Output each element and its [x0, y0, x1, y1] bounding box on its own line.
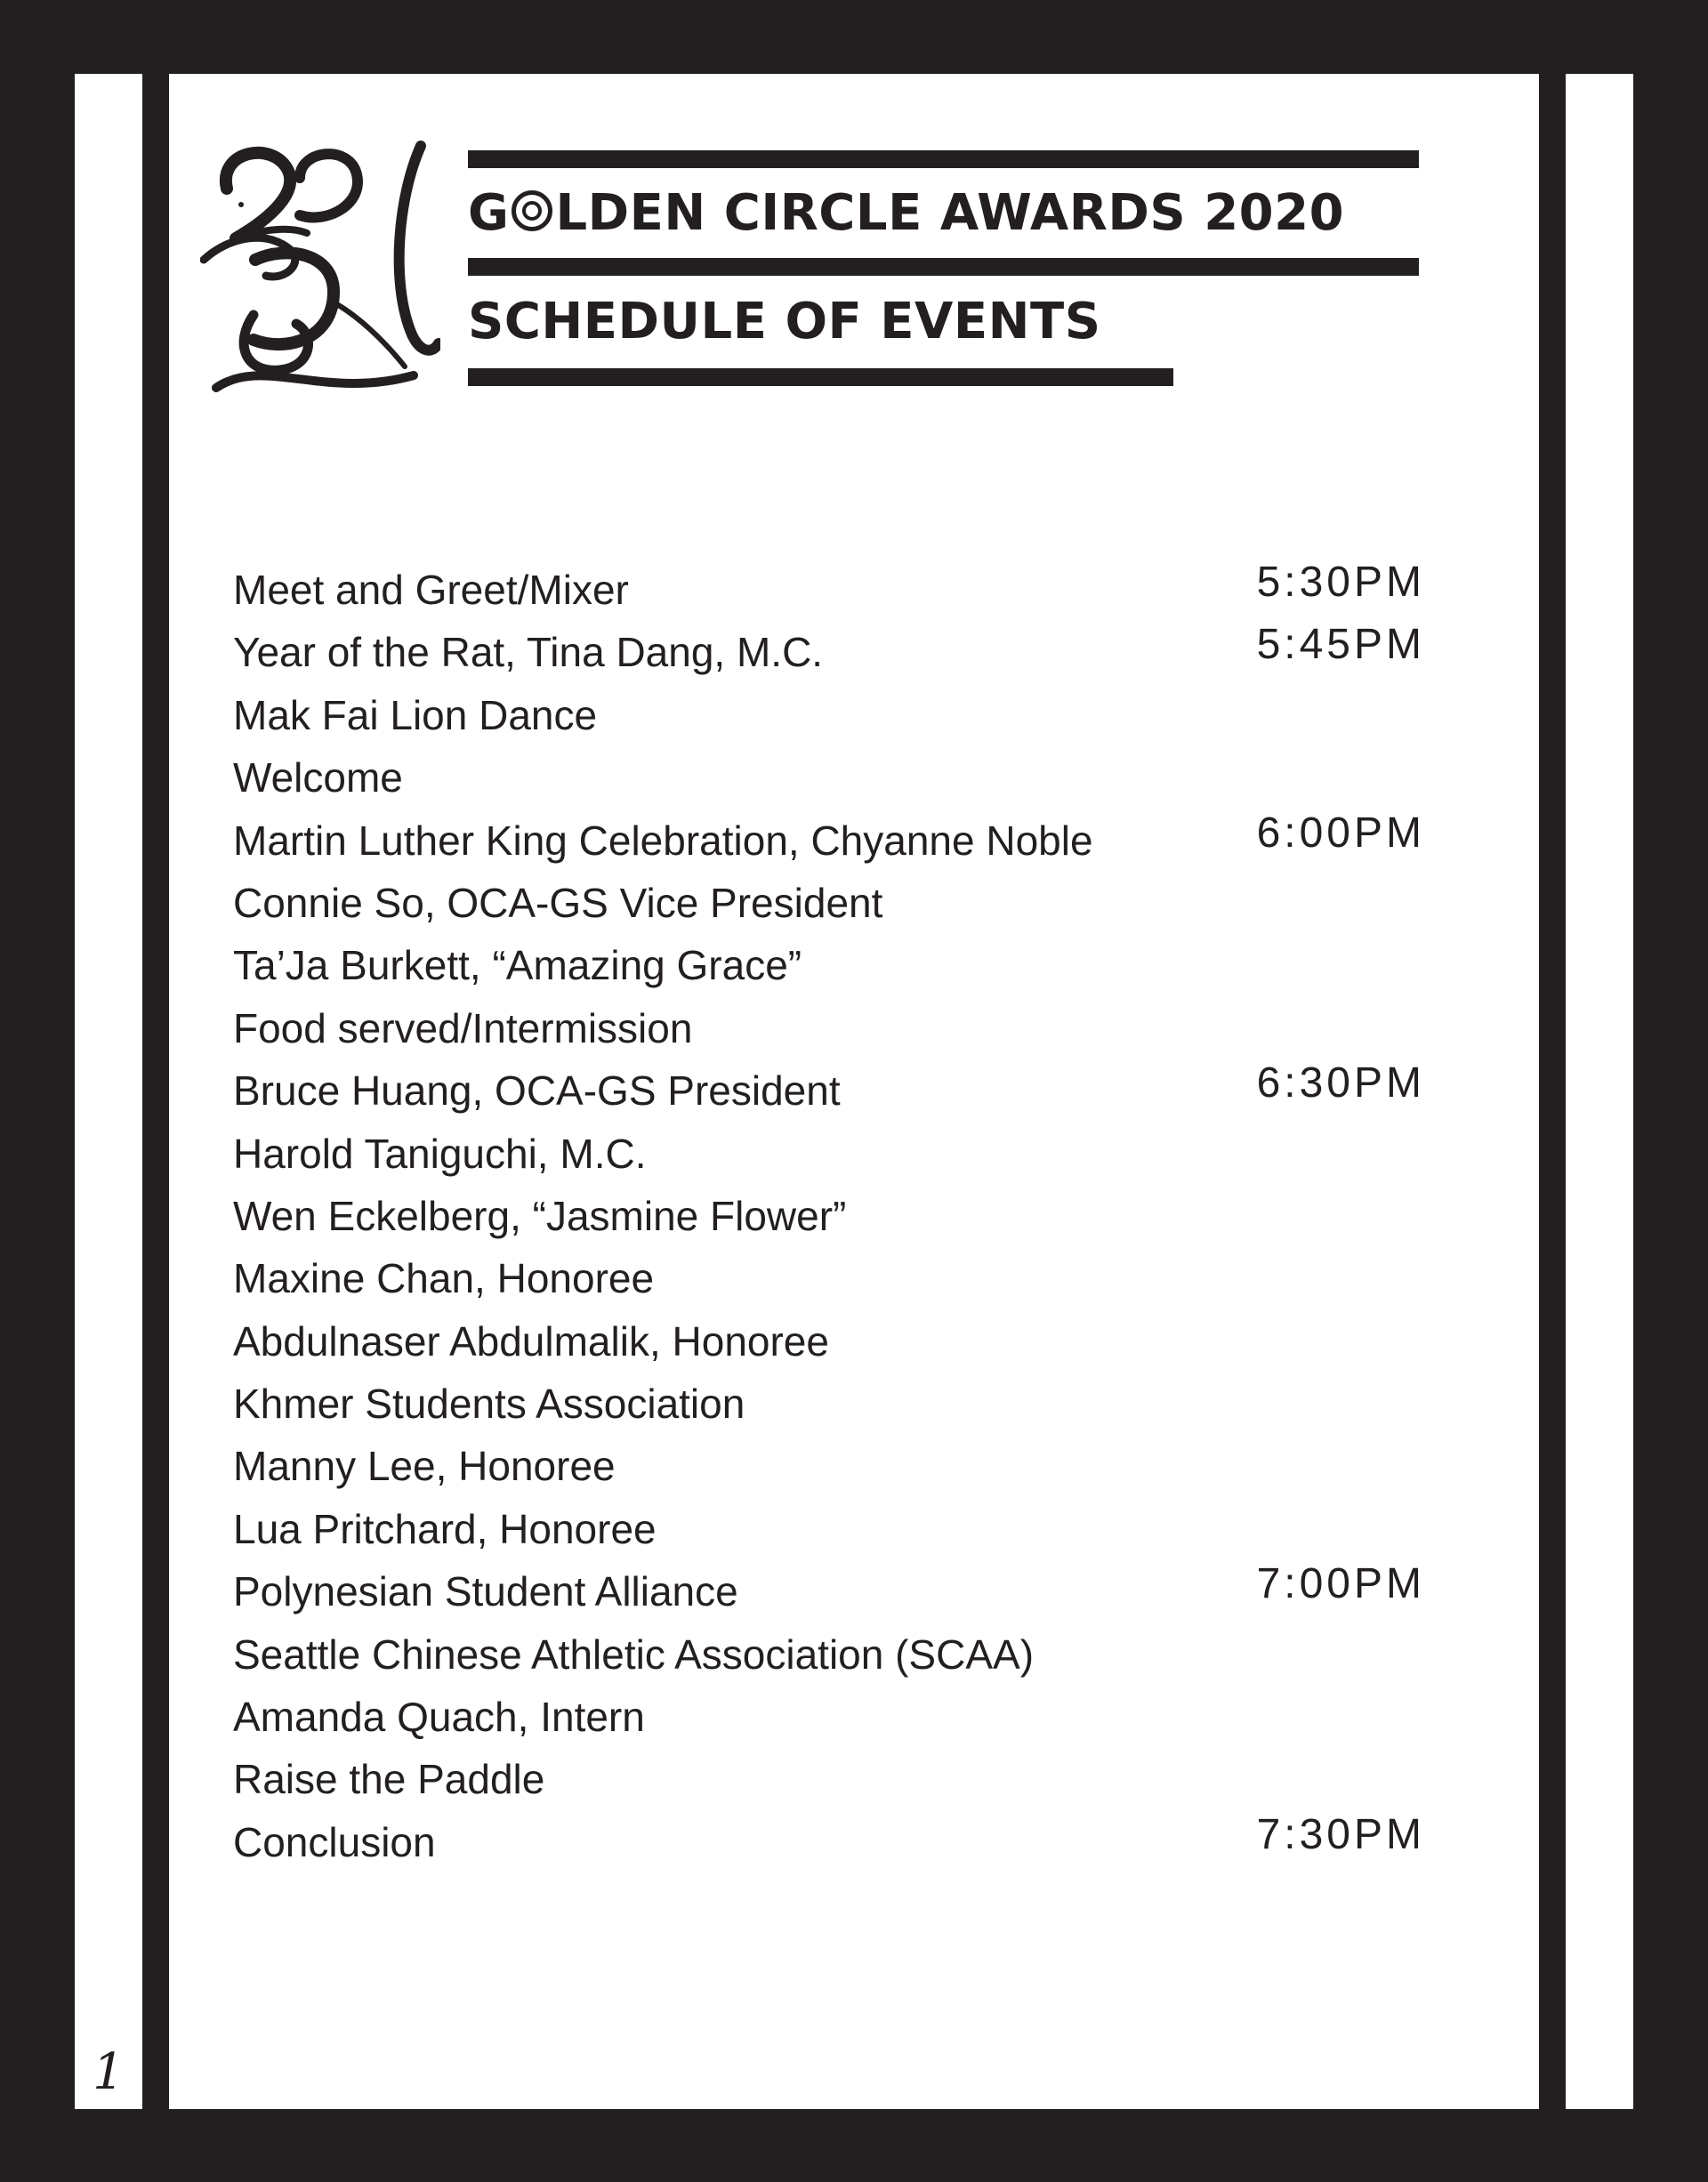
schedule-row	[233, 809, 1425, 872]
schedule-row	[233, 746, 1425, 809]
event-name: Maxine Chan, Honoree	[233, 1255, 655, 1302]
event-name: Connie So, OCA-GS Vice President	[233, 879, 883, 926]
schedule-row	[233, 1748, 1425, 1810]
schedule-row	[233, 1247, 1425, 1309]
event-name: Harold Taniguchi, M.C.	[233, 1130, 647, 1177]
event-time: 5:30PM	[1256, 559, 1425, 606]
right-white-strip	[1566, 74, 1633, 2109]
schedule-list	[233, 559, 1425, 1873]
event-title	[468, 185, 1344, 242]
event-name: Wen Eckelberg, “Jasmine Flower”	[233, 1192, 847, 1239]
left-white-strip	[75, 74, 142, 2109]
schedule-row	[233, 1686, 1425, 1748]
page-number: 1	[93, 2043, 125, 2101]
event-time: 6:30PM	[1256, 1059, 1425, 1107]
event-name: Amanda Quach, Intern	[233, 1694, 645, 1741]
schedule-row	[233, 1059, 1425, 1122]
event-name: Year of the Rat, Tina Dang, M.C.	[233, 629, 824, 676]
schedule-row	[233, 1560, 1425, 1622]
event-time: 7:30PM	[1256, 1810, 1425, 1858]
event-name: Conclusion	[233, 1818, 436, 1865]
event-name: Meet and Greet/Mixer	[233, 567, 629, 613]
schedule-row	[233, 621, 1425, 683]
schedule-row	[233, 1185, 1425, 1247]
event-name: Lua Pritchard, Honoree	[233, 1505, 657, 1552]
schedule-row	[233, 1123, 1425, 1185]
event-name: Welcome	[233, 754, 403, 801]
event-name: Khmer Students Association	[233, 1381, 745, 1428]
event-time: 5:45PM	[1256, 621, 1425, 669]
schedule-row	[233, 934, 1425, 996]
concentric-circle-icon	[512, 190, 552, 231]
schedule-row	[233, 1373, 1425, 1435]
event-name: Food served/Intermission	[233, 1004, 693, 1051]
page-subtitle: SCHEDULE OF EVENTS	[468, 293, 1101, 350]
header-rule-top	[468, 150, 1419, 168]
event-time: 7:00PM	[1256, 1560, 1425, 1608]
event-name: Raise the Paddle	[233, 1756, 545, 1803]
event-name: Martin Luther King Celebration, Chyanne Noble	[233, 817, 1093, 864]
event-title-prefix: G	[468, 184, 510, 242]
event-name: Mak Fai Lion Dance	[233, 691, 598, 738]
event-name: Ta’Ja Burkett, “Amazing Grace”	[233, 942, 802, 989]
event-name: Abdulnaser Abdulmalik, Honoree	[233, 1317, 829, 1365]
event-name: Bruce Huang, OCA-GS President	[233, 1067, 841, 1115]
schedule-row	[233, 1498, 1425, 1560]
event-name: Manny Lee, Honoree	[233, 1443, 616, 1490]
schedule-row	[233, 684, 1425, 746]
calligraphic-2020-rat-logo-icon	[200, 133, 440, 414]
schedule-row	[233, 1623, 1425, 1686]
event-time: 6:00PM	[1256, 809, 1425, 857]
event-name: Seattle Chinese Athletic Association (SCAA)	[233, 1630, 1035, 1678]
event-title-suffix: LDEN CIRCLE AWARDS 2020	[555, 184, 1345, 242]
header-rule-middle	[468, 258, 1419, 276]
schedule-row	[233, 559, 1425, 621]
schedule-row	[233, 1310, 1425, 1373]
header-rule-bottom	[468, 368, 1173, 386]
schedule-row	[233, 872, 1425, 934]
schedule-row	[233, 1435, 1425, 1497]
schedule-row	[233, 1811, 1425, 1873]
event-name: Polynesian Student Alliance	[233, 1568, 738, 1615]
schedule-row	[233, 997, 1425, 1059]
